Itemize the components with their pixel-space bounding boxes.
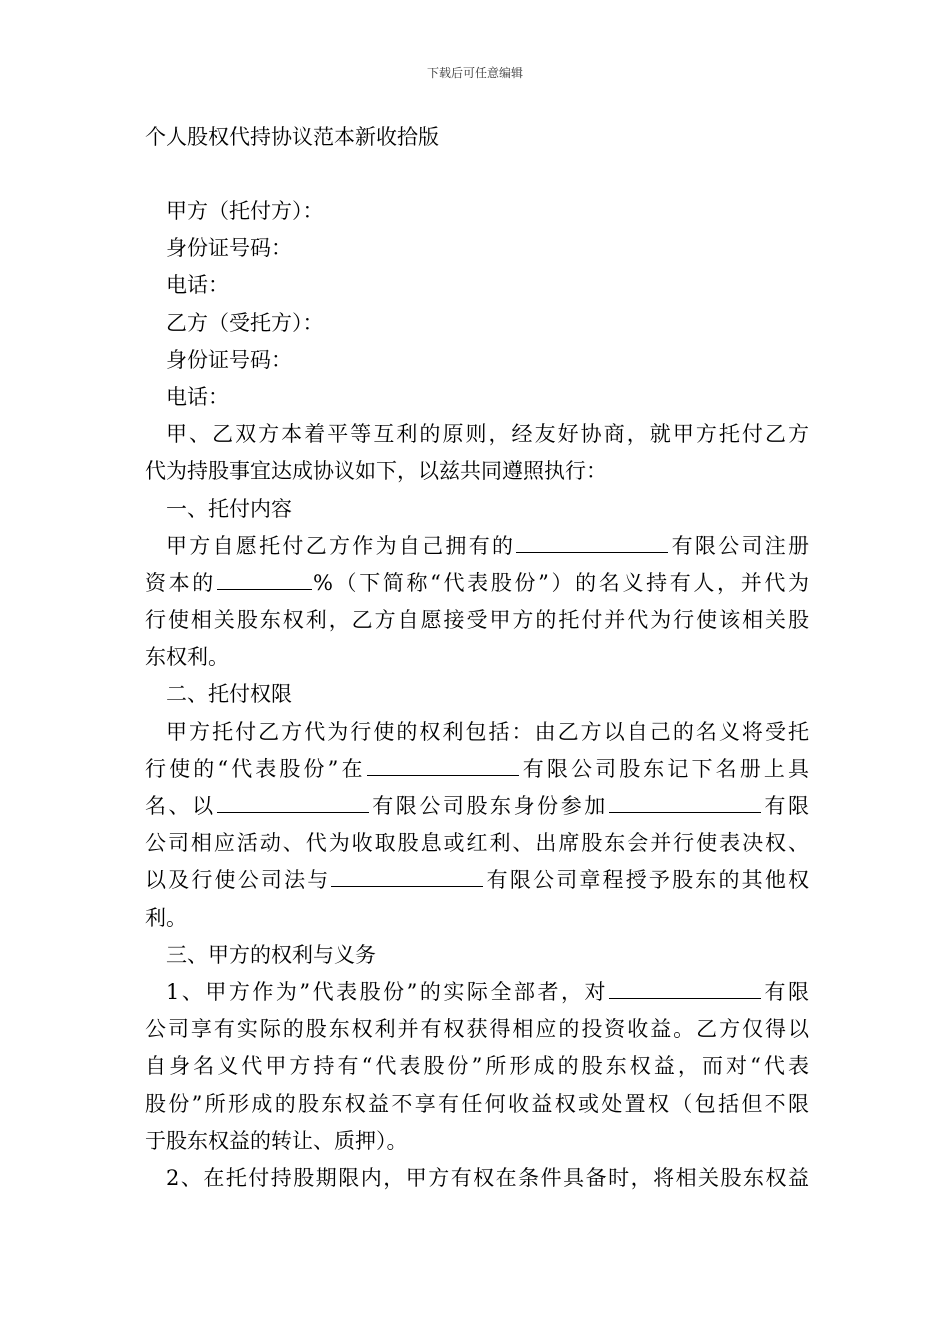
section-2-line-5 [145,862,809,899]
text-fragment: %（下简称“代表股份”）的名义持有人，并代为 [312,570,809,595]
party-a-label: 甲方（托付方）： [166,199,324,223]
section-3-p1-line-1 [145,974,809,1011]
text-fragment: 有限 [761,979,809,1004]
preamble-line-1: 甲、乙双方本着平等互利的原则，经友好协商，就甲方托付乙方 [166,422,809,447]
section-2-line-3 [145,788,809,825]
section-1-line-4: 东权利。 [145,645,229,670]
section-1-line-2 [145,565,809,602]
fill-blank-company [609,974,761,999]
section-1-line-1 [145,528,809,565]
section-3-p1-line-3: 自身名义代甲方持有“代表股份”所形成的股东权益，而对“代表 [145,1054,809,1079]
section-3-p1-line-2: 公司享有实际的股东权利并有权获得相应的投资收益。乙方仅得以 [145,1017,809,1042]
section-1-heading: 一、托付内容 [166,496,292,521]
text-fragment: 以及行使公司法与 [145,868,331,893]
fill-blank-company [516,528,668,553]
party-b-id-label: 身份证号码： [166,347,292,372]
party-b-label: 乙方（受托方）： [166,310,324,335]
document-body [145,193,809,1197]
text-fragment: 有限公司章程授予股东的其他权 [484,868,809,893]
fill-blank-company [367,751,519,776]
party-a-id-label: 身份证号码： [166,236,292,261]
text-fragment: 有限公司股东记下名册上具 [519,756,809,781]
section-3-p1-line-4: 股份”所形成的股东权益不享有任何收益权或处置权（包括但不限 [145,1091,809,1116]
section-2-line-1: 甲方托付乙方代为行使的权利包括：由乙方以自己的名义将受托 [166,719,809,744]
preamble-line-2: 代为持股事宜达成协议如下，以兹共同遵照执行： [145,459,607,484]
party-b-phone-label: 电话： [166,384,229,409]
fill-blank-company [331,862,483,887]
section-3-p1-line-5: 于股东权益的转让、质押）。 [145,1128,408,1153]
section-3-p2-line-1: 2、在托付持股期限内，甲方有权在条件具备时，将相关股东权益 [166,1165,809,1190]
fill-blank-company [609,788,761,813]
fill-blank-company [217,788,369,813]
text-fragment: 1、甲方作为”代表股份”的实际全部者，对 [166,979,608,1004]
section-2-heading: 二、托付权限 [166,682,292,707]
party-a-phone-label: 电话： [166,273,229,298]
section-2-line-6: 利。 [145,905,187,930]
text-fragment: 行使的“代表股份”在 [145,756,366,781]
document-title: 个人股权代持协议范本新收拾版 [145,125,439,149]
text-fragment: 名、以 [145,794,216,818]
section-3-heading: 三、甲方的权利与义务 [166,942,376,967]
page-header-note: 下载后可任意编辑 [426,66,523,80]
text-fragment: 资本的 [145,570,216,595]
text-fragment: 有限公司注册 [669,533,809,558]
section-2-line-2 [145,751,809,788]
section-2-line-4: 公司相应活动、代为收取股息或红利、出席股东会并行使表决权、 [145,831,809,856]
fill-blank-percent [217,565,312,590]
text-fragment: 有限公司股东身份参加 [369,794,608,818]
text-fragment: 甲方自愿托付乙方作为自己拥有的 [166,533,516,558]
section-1-line-3: 行使相关股东权利，乙方自愿接受甲方的托付并代为行使该相关股 [145,608,809,633]
text-fragment: 有限 [761,794,809,818]
